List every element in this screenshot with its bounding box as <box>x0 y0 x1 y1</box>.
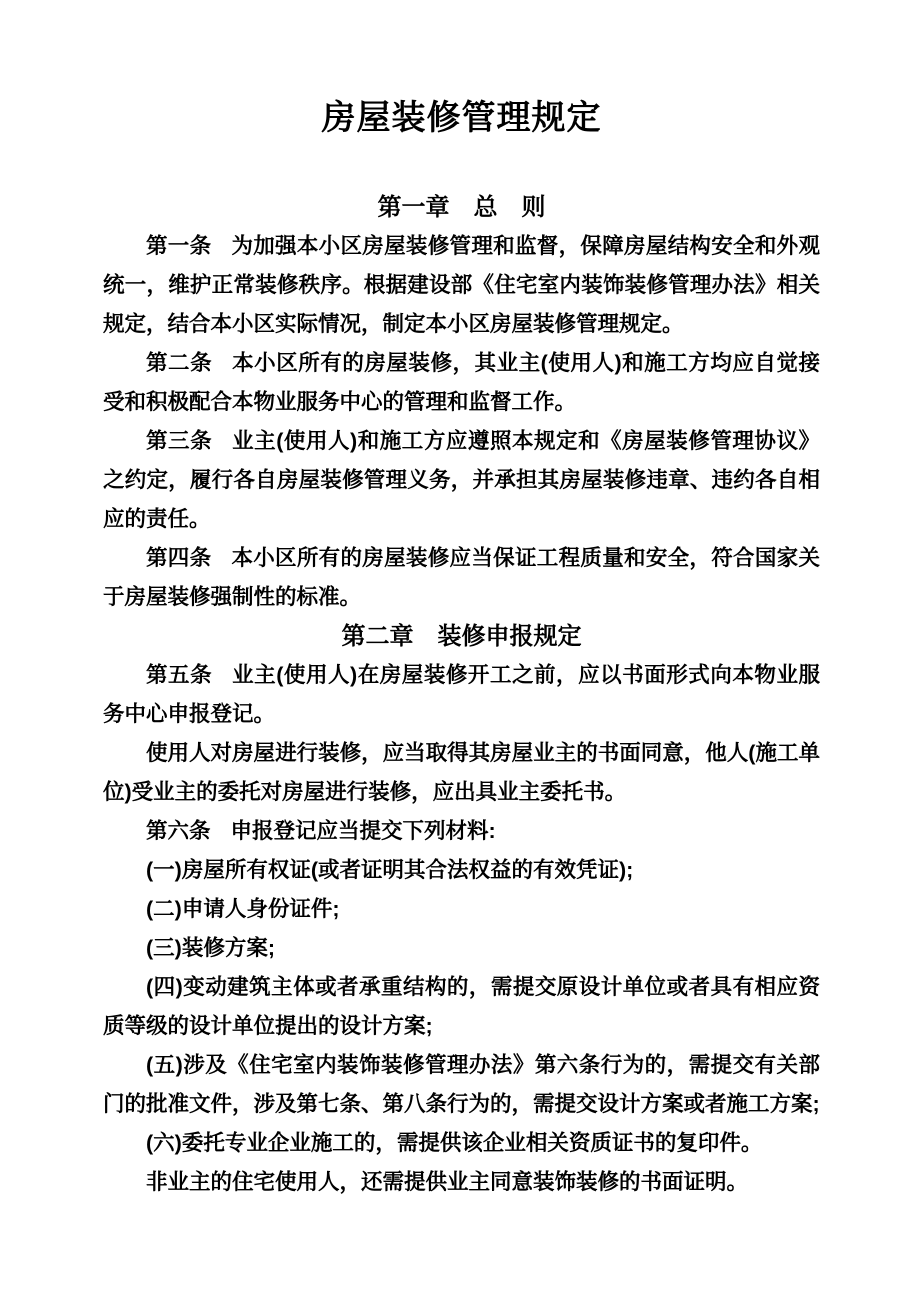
article-6-label: 第六条 <box>146 819 211 843</box>
list-item-2-text: (二)申请人身份证件; <box>146 897 340 921</box>
list-item-6-text: (六)委托专业企业施工的，需提供该企业相关资质证书的复印件。 <box>146 1131 763 1155</box>
article-5-paragraph <box>103 656 820 734</box>
list-item-3-text: (三)装修方案; <box>146 936 275 960</box>
article-4-text: 本小区所有的房屋装修应当保证工程质量和安全，符合国家关于房屋装修强制性的标准。 <box>103 546 820 609</box>
article-4-label: 第四条 <box>146 546 212 570</box>
list-item-3 <box>103 929 820 968</box>
article-6-closing-paragraph <box>103 1163 820 1202</box>
list-item-4 <box>103 968 820 1046</box>
chapter-1-heading: 第一章 总 则 <box>377 194 546 221</box>
document-title: 房屋装修管理规定 <box>321 99 602 137</box>
article-5-text: 业主(使用人)在房屋装修开工之前，应以书面形式向本物业服务中心申报登记。 <box>103 663 820 726</box>
list-item-5 <box>103 1046 820 1124</box>
article-3-paragraph <box>103 422 820 539</box>
list-item-4-text: (四)变动建筑主体或者承重结构的，需提交原设计单位或者具有相应资质等级的设计单位提出的设计方案; <box>103 975 820 1038</box>
article-1-label: 第一条 <box>146 234 212 258</box>
article-2-paragraph <box>103 344 820 422</box>
article-6-text: 申报登记应当提交下列材料: <box>230 819 496 843</box>
article-2-label: 第二条 <box>146 351 213 375</box>
article-2-text: 本小区所有的房屋装修，其业主(使用人)和施工方均应自觉接受和积极配合本物业服务中心的管理和监督工作。 <box>103 351 820 414</box>
article-1-text: 为加强本小区房屋装修管理和监督，保障房屋结构安全和外观统一，维护正常装修秩序。根据建设部《住宅室内装饰装修管理办法》相关规定，结合本小区实际情况，制定本小区房屋装修管理规定。 <box>103 234 820 336</box>
article-6-paragraph <box>103 812 820 851</box>
article-6-closing-text: 非业主的住宅使用人，还需提供业主同意装饰装修的书面证明。 <box>146 1170 749 1194</box>
article-5-continuation-paragraph <box>103 734 820 812</box>
list-item-1 <box>103 851 820 890</box>
article-1-paragraph <box>103 227 820 344</box>
list-item-2 <box>103 890 820 929</box>
article-4-paragraph <box>103 539 820 617</box>
article-3-text: 业主(使用人)和施工方应遵照本规定和《房屋装修管理协议》之约定，履行各自房屋装修管理义务，并承担其房屋装修违章、违约各自相应的责任。 <box>103 429 820 531</box>
article-3-label: 第三条 <box>146 429 213 453</box>
list-item-5-text: (五)涉及《住宅室内装饰装修管理办法》第六条行为的，需提交有关部门的批准文件，涉及第七条、第八条行为的，需提交设计方案或者施工方案; <box>103 1053 820 1116</box>
article-5-continuation-text: 使用人对房屋进行装修，应当取得其房屋业主的书面同意，他人(施工单位)受业主的委托对房屋进行装修，应出具业主委托书。 <box>103 741 820 804</box>
article-5-label: 第五条 <box>146 663 213 687</box>
list-item-1-text: (一)房屋所有权证(或者证明其合法权益的有效凭证); <box>146 858 634 882</box>
list-item-6 <box>103 1124 820 1163</box>
chapter-2-heading: 第二章 装修申报规定 <box>341 623 582 650</box>
